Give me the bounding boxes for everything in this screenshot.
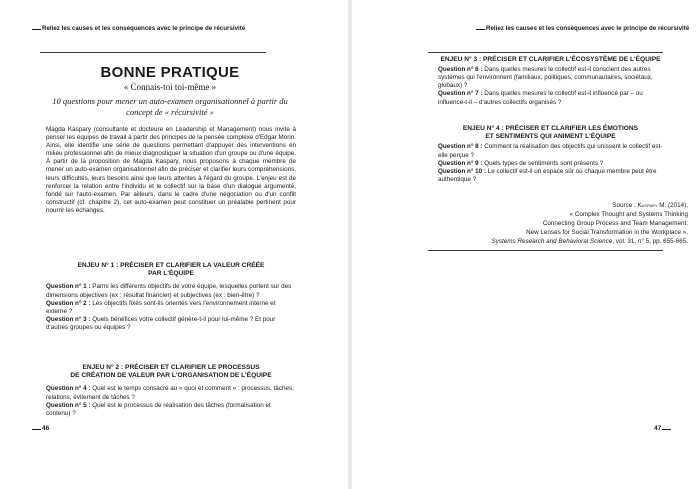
intro-paragraph: Magda Kaspary (consultante et docteure en Leadership et Management) nous invite à penser les équipes de travail à partir des principes de la pensée complexe d'Edgar Morin. Ainsi, elle identifie une série de questions permettant d'appuyer des interventions en milieu professionnel afin de mieux diagnostiquer la situation d'un groupe ou d'une équipe. À partir de la proposition de Magda Kaspary, nous proposons à chaque membre de mener un auto-examen organisationnel afin de préciser et clarifier leurs compréhensions, leurs difficultés, leurs besoins ainsi que leurs attentes à l'égard du groupe. L'enjeu est de renforcer la relation entre l'individu et le collectif sur la base d'un dialogue argumenté, fondé sur l'auto-examen. Par ailleurs, dans le cadre d'une négociation ou d'un conflit constructif (cf. chapitre 2), cet auto-examen peut constituer un préalable pertinent pour nourrir les échanges.: [46, 126, 296, 214]
question-4: Question n° 4 : Quel est le temps consacré au « quoi et comment » : processus, tâches, relations, évitement de tâches ?: [46, 385, 294, 401]
question-6: Question n° 6 : Dans quelles mesures le collectif est-il conscient des autres systèmes qui l'environnent (familiaux, politiques, communautaires, sociétaux, globaux) ?: [438, 66, 653, 90]
enjeu-2-section: [46, 364, 296, 418]
top-rule: [428, 52, 663, 53]
enjeu-3-heading: ENJEU N° 3 : PRÉCISER ET CLARIFIER L'ÉCOSYSTÈME DE L'ÉQUIPE: [440, 56, 661, 63]
running-head: Reliez les causes et les conséquences avec le principe de récursivité: [32, 25, 245, 32]
top-rule: [40, 52, 266, 53]
source-citation: Source : Kaspary M. (2014), « Complex Thought and Systems Thinking Connecting Group Process and Team Management: New Lenses for Social Transformation in the Workplace », Systems Research and Behavioral Science, vol. 31, n° 5, pp. 655-665.: [491, 202, 688, 245]
question-2: Question n° 2 : Les objectifs fixés sont-ils orientés vers l'environnement interne et externe ?: [46, 299, 276, 315]
page-number: 47: [654, 425, 671, 432]
subtitle: « Connais-toi toi-même »: [123, 82, 217, 92]
enjeu-4-section: [438, 125, 663, 184]
question-3: Question n° 3 : Quels bénéfices votre collectif génère-t-il pour lui-même ? Et pour d'autres groupes ou équipes ?: [46, 315, 276, 331]
question-1: Question n° 1 : Parmi les différents objectifs de votre équipe, lesquelles portent sur des dimensions objectives (ex : résultat financier) et subjectives (ex : bien-être) ?: [46, 283, 292, 299]
question-10: Question n° 10 : Le collectif est-il un espace sûr où chaque membre peut être authentique ?: [438, 167, 657, 183]
lead-text: 10 questions pour mener un auto-examen organisationnel à partir du concept de « récursivité »: [52, 96, 288, 117]
question-7: Question n° 7 : Dans quelles mesures le collectif est-il influencé par – ou influence-t-il – d'autres collectifs organisés ?: [438, 90, 643, 106]
right-page: [352, 0, 700, 489]
enjeu-1-section: [46, 262, 296, 332]
question-9: Question n° 9 : Quels types de sentiments sont présents ?: [438, 159, 604, 167]
enjeu-1-heading: ENJEU N° 1 : PRÉCISER ET CLARIFIER LA VALEUR CRÉÉE PAR L'ÉQUIPE: [77, 262, 265, 278]
bottom-rule: [428, 250, 663, 251]
question-8: Question n° 8 : Comment la réalisation des objectifs qui unissent le collectif est-elle perçue ?: [438, 143, 663, 159]
left-page: [0, 0, 348, 489]
question-5: Question n° 5 : Quel est le processus de réalisation des tâches (formalisation et contenu) ?: [46, 401, 271, 417]
page-number: 46: [32, 425, 49, 432]
enjeu-4-heading: ENJEU N° 4 : PRÉCISER ET CLARIFIER LES ÉMOTIONS ET SENTIMENTS QUI ANIMENT L'ÉQUIPE: [462, 125, 639, 141]
page-title: BONNE PRATIQUE: [100, 64, 240, 81]
enjeu-3-section: [438, 56, 663, 107]
running-head: Reliez les causes et les conséquences avec le principe de récursivité: [476, 25, 689, 32]
enjeu-2-heading: ENJEU N° 2 : PRÉCISER ET CLARIFIER LE PROCESSUS DE CRÉATION DE VALEUR PAR L'ORGANISATION DE L'ÉQUIPE: [70, 364, 272, 380]
